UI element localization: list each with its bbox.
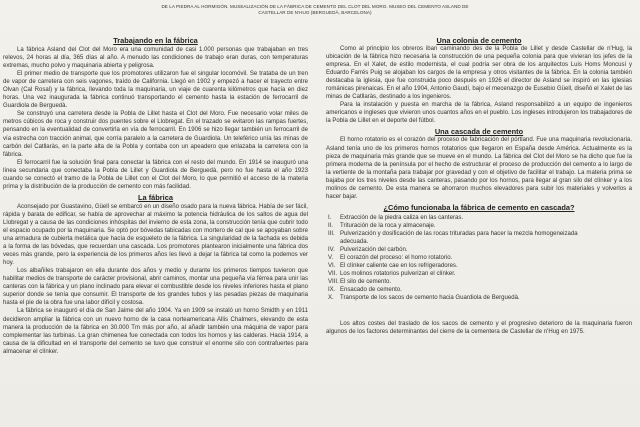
- section-cascada: [326, 127, 632, 200]
- section-title-cascada: Una cascada de cemento: [434, 127, 524, 137]
- section-la-fabrica: [3, 193, 308, 356]
- paragraph: Se construyó una carretera desde la Pobla de Lillet hasta el Clot del Moro. Fue necesario volar miles de metros cúbicos de roca y construir dos puentes sobre el Llobregat. En el trazado se evitaron las rampas fuertes, pensando en la eventualidad de convertirla en vía de ferrocarril. En 1906 se hizo llegar también un ferrocarril de vía estrecha con tracción animal, que corría paralelo a la carretera de Guardiola. Un teleférico unía las minas de carbón del Catllaràs, en la parte alta de la Pobla y contaba con un apeadero que enlazaba la carretera con la fábrica.: [3, 111, 308, 158]
- panel-header: [150, 4, 480, 15]
- list-item: VIII. El silo de cemento.: [328, 279, 392, 286]
- list-item: II. Trituración de la roca y almacenaje.: [328, 222, 436, 229]
- paragraph: Aconsejado por Guastavino, Güell se embarcó en un diseño osado para la nueva fábrica. Había de ser fácil, rápida y barata de edificar, se había de aprovechar al máximo la potencia hidráulica de los saltos de agua del Llobregat y a causa de las condiciones inhóspitas del invierno de esta zona, la construcción tenía que cubrir todo el espacio ocupado por la maquinaria. Se optó por bóvedas tabicadas con mortero de cal que se apoyaban sobre una armadura de cubierta metálica que hacía de esqueleto de la fábrica. La singularidad de la fachada es debida a la forma de las bóvedas, que recuerdan una cascada. Los promotores plantearon inicialmente una fábrica dos veces más grande, pero la experiencia de los primeros años les llevó a dejar la fábrica tal como la podemos ver hoy.: [3, 203, 308, 267]
- list-item: VI. El clínker caliente cae en los refrigeradores.: [328, 263, 458, 270]
- section-title-trabajando: Trabajando en la fábrica: [113, 36, 198, 45]
- list-item: X. Transporte de los sacos de cemento hacia Guardiola de Berguedà.: [328, 295, 520, 302]
- list-item: V. El corazón del proceso: el horno rotatorio.: [328, 255, 453, 262]
- paragraph: Para la instalación y puesta en marcha de la fábrica, Asland responsabilizó a un equipo de ingenieros americanos e ingleses que vivieron unos cuantos años en el pueblo. Los ingleses introdujeron los trabajadores de la Pobla de Lillet en el deporte del fútbol.: [326, 102, 632, 125]
- list-item: I. Extracción de la piedra caliza en las canteras.: [328, 214, 464, 221]
- paragraph: El horno rotatorio es el corazón del proceso de fabricación del pórtland. Fue una maquinaria revolucionaria. Asland tenía uno de los primeros hornos rotatorios que llegaron en España desde América. Actualmente es la pieza de maquinaria más grande que se mueve en el mundo. La fábrica del Clot del Moro se ha dicho que fue la primera moderna de la península por el hecho de estructurar el proceso de producción del cemento a lo largo de la vertiente de la montaña para trabajar por gravedad y con el objetivo de facilitar el trabajo. La materia prima se bajaba por los tres niveles desde las canteras, pasando por los hornos, para llegar al gran silo del clínker y a los molinos de cemento. De esta manera se ahorraron muchos elevadores para subir los materiales y volverlos a hacer bajar.: [326, 137, 632, 200]
- closing-paragraph: Los altos costes del traslado de los sacos de cemento y el progresivo deterioro de la maquinaria fueron algunos de los factores determinantes del cierre de la cementera de Castellar de n'Hug en 1975.: [326, 321, 632, 336]
- paragraph: El ferrocarril fue la solución final para conectar la fábrica con el resto del mundo. En 1914 se inauguró una línea secundaria que conectaba la Pobla de Lillet y Guardiola de Berguedà, pero no fue hasta el año 1923 cuando se conectó el tramo de la Pobla de Lillet con el Clot del Moro, lo que permitió el acceso de la materia prima y la distribución de la producción de cemento con más facilidad.: [3, 159, 308, 190]
- paragraph: La fábrica se inauguró el día de San Jaime del año 1904. Ya en 1909 se instaló un horno Smidth y en 1911 decidieron ampliar la fábrica con un nuevo horno de la casa norteamericana Allis Chalmers, elevando de esta manera la producción de la fábrica en 30.000 Tm más por año, al añadir también una máquina de vapor para complementar las turbinas. La gran chimenea fue conectada con todos los hornos y las calderas. Hacia 1914, a causa de la dificultad en el transporte del cemento se tuvo que construir el enorme silo con contrafuertes para almacenar el clínker.: [3, 308, 308, 355]
- paragraph: Los albañiles trabajaron en ella durante dos años y medio y durante los primeros tiempos tuvieron que habilitar medios de transporte de carácter provisional, abrir caminos, montar una pequeña vía férrea para unir las canteras con la fábrica y un plano inclinado para elevar el combustible desde los niveles inferiores hasta el plano superior donde se tenía que consumir. El transporte de los grandes tubos y las pesadas piezas de maquinaria hasta el pie de la obra fue una labor difícil y costosa.: [3, 268, 308, 307]
- right-column: [326, 36, 632, 338]
- process-steps-list: [326, 214, 632, 303]
- paragraph: Como al principio los obreros iban caminando des de la Pobla de Lillet y desde Castellar de n'Hug, la ubicación de la fábrica hizo necesaria la construcción de una pequeña colonia para que vivieran los jefes de la empresa. En el Xalet, de estilo modernista, el cual podría ser obra de los arquitectos Luis Homs Moncusí y Eduardo Farrés Puig se alojaban los cargos de la empresa y otros visitantes de la fábrica. En la colonia también destacaba la iglesia, que fue construida poco después en 1926 el director de Asland se inspiró en las iglesias románicas pirenaicas. En el año 1904, Antonio Gaudí, bajo el mecenazgo de Eusebio Güell, diseñó el Xalet de las minas de Catllaràs, destinado a los ingenieros.: [326, 46, 632, 101]
- paragraph: La fábrica Asland del Clot del Moro era una comunidad de casi 1.000 personas que trabajaban en tres relevos, 24 horas al día, 365 días al año. A menudo las condiciones de trabajo eran duras, con temperaturas extremas, mucho polvo y maquinaria abierta y peligrosa.: [3, 47, 308, 70]
- list-item: IV. Pulverización del carbón.: [328, 247, 408, 254]
- list-item: VII. Los molinos rotatorios pulverizan el clínker.: [328, 271, 456, 278]
- section-title-como-funcionaba: ¿Cómo funcionaba la fábrica de cemento en cascada?: [383, 202, 575, 212]
- section-como-funcionaba: [326, 203, 632, 337]
- section-title-la-fabrica: La fábrica: [138, 192, 173, 202]
- section-trabajando: [3, 36, 308, 191]
- section-colonia: [326, 36, 632, 125]
- list-item: IX. Ensacado de cemento.: [328, 287, 402, 294]
- list-item: III. Pulverización y dosificación de las rocas trituradas para hacer la mezcla homogeneizada adecuada.: [328, 230, 578, 245]
- header-line-2: CASTELLAR DE N'HUG (BERGUEDÀ, BARCELONA): [258, 9, 372, 15]
- header-line-1: DE LA PIEDRA AL HORMIGÓN. MUSEALIZACIÓN DE LA FÁBRICA DE CEMENTO DEL CLOT DEL MORO. MUSEO DEL CEMENTO ASLAND DE: [161, 4, 469, 9]
- section-title-colonia: Una colonia de cemento: [436, 36, 522, 45]
- left-column: [3, 36, 308, 358]
- paragraph: El primer medio de transporte que los promotores utilizaron fue el singular locomóvil. Se trataba de un tren de vapor de carretera con seis vagones, traído de California. Llegó en 1902 y empezó a hacer el trayecto entre Olvan (Cal Rosal) y la fábrica, llevando toda la maquinaria, un viaje de cuarenta kilómetros que hacía en diez horas. Una vez inaugurada la fábrica continuó transportando el cemento hasta la estación de ferrocarril de Guardiola de Berguedà.: [3, 71, 308, 110]
